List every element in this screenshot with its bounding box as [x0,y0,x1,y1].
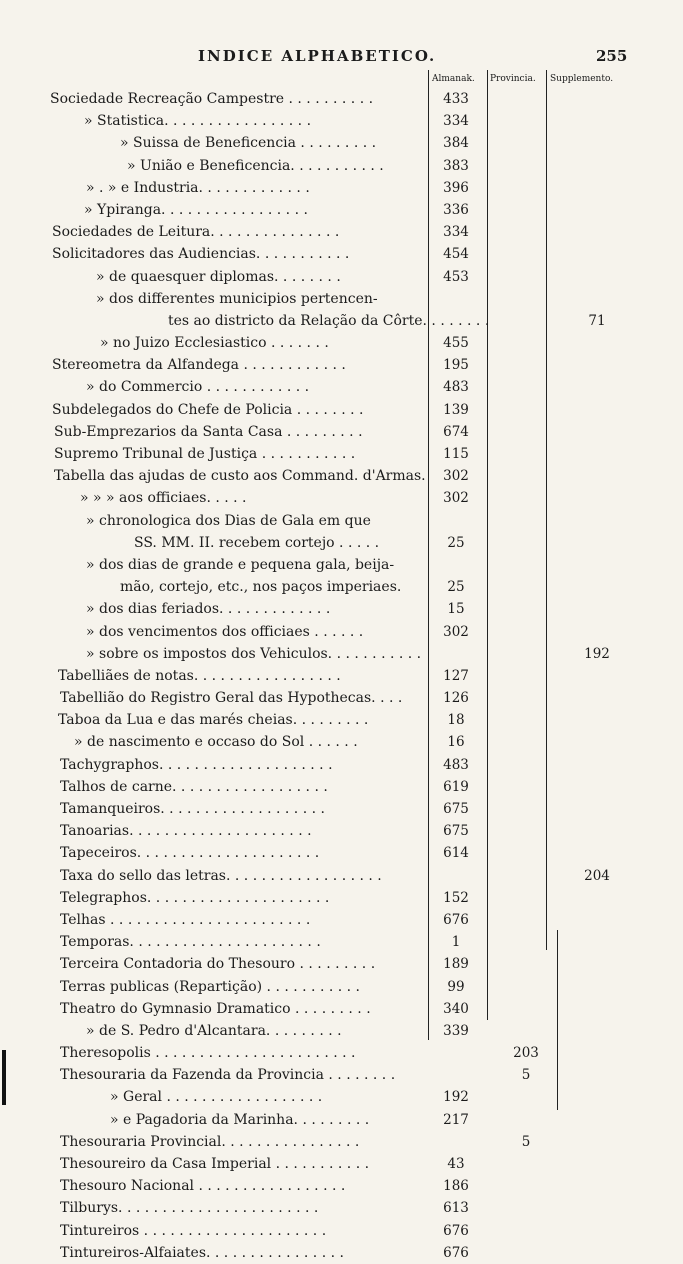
entry-text: Terceira Contadoria do Thesouro . . . . . . . . . [60,956,376,973]
entry-text: Sociedades de Leitura. . . . . . . . . . . . . . . [52,224,340,241]
entry-almanak-page: 139 [443,401,469,418]
column-header-almanak: Almanak. [432,74,475,84]
entry-text: » dos dias de grande e pequena gala, beija- [86,556,395,573]
entry-almanak-page: 339 [443,1022,469,1039]
entry-text: Thesouraria Provincial. . . . . . . . . . . . . . . . [60,1133,360,1150]
entry-provincia-page: 203 [513,1045,539,1062]
entry-almanak-page: 115 [443,446,469,462]
entry-provincia-page: 5 [521,1067,531,1084]
entry-text: Terras publicas (Repartição) . . . . . . . . . . . [60,978,360,995]
entry-text: Tintureiros-Alfaiates. . . . . . . . . . . . . . . . [60,1244,344,1261]
entry-almanak-page: 43 [447,1156,465,1172]
entry-almanak-page: 152 [443,889,469,906]
entry-almanak-page: 676 [443,911,469,928]
entry-almanak-page: 189 [443,956,469,973]
entry-text: Taxa do sello das letras. . . . . . . . . . . . . . . . . . [60,867,382,884]
entry-text: » » » aos officiaes. . . . . [80,490,247,507]
entry-text: » dos differentes municipios pertencen- [96,290,378,307]
index-row [0,332,683,354]
entry-text: Sub-Emprezarios da Santa Casa . . . . . . . . . [54,423,363,440]
entry-almanak-page: 302 [443,468,469,485]
index-row [0,1220,683,1242]
index-row [0,665,683,687]
entry-almanak-page: 383 [443,157,469,174]
entry-text: » . » e Industria. . . . . . . . . . . . . [86,179,310,196]
index-row [0,754,683,776]
index-row [0,421,683,443]
index-row [0,354,683,376]
entry-almanak-page: 127 [443,667,469,684]
page-title: INDICE ALPHABETICO. [198,47,437,65]
entry-almanak-page: 334 [443,113,469,130]
entry-almanak-page: 302 [443,623,469,640]
entry-text: » do Commercio . . . . . . . . . . . . [86,379,310,396]
index-row [0,288,683,310]
entry-almanak-page: 676 [443,1222,469,1239]
entry-text: » Suissa de Beneficencia . . . . . . . . . [120,135,377,152]
index-row [0,842,683,864]
index-row [0,155,683,177]
index-row [0,376,683,398]
entry-text: Telegraphos. . . . . . . . . . . . . . . . . . . . . [60,889,330,906]
index-row [0,687,683,709]
entry-almanak-page: 336 [443,201,469,218]
index-row [0,132,683,154]
entry-text: » de nascimento e occaso do Sol . . . . . . [74,734,358,751]
entry-almanak-page: 16 [447,734,465,751]
entry-text: Tabelliães de notas. . . . . . . . . . . . . . . . . [58,667,341,684]
entry-text: Subdelegados do Chefe de Policia . . . . . . . . [52,401,364,418]
entry-text: » de quaesquer diplomas. . . . . . . . [96,268,341,285]
entry-text: » e Pagadoria da Marinha. . . . . . . . . [110,1111,370,1128]
entry-text: Tamanqueiros. . . . . . . . . . . . . . . . . . . [60,801,325,817]
entry-provincia-page: 5 [521,1133,531,1150]
index-row [0,465,683,487]
entry-text: Tintureiros . . . . . . . . . . . . . . . . . . . . . [60,1222,327,1239]
entry-text: Tachygraphos. . . . . . . . . . . . . . . . . . . . [60,756,333,773]
entry-text: Solicitadores das Audiencias. . . . . . . . . . . [52,246,350,263]
page-number: 255 [596,47,628,65]
entry-almanak-page: 396 [443,179,469,196]
index-row [0,243,683,265]
index-row [0,399,683,421]
column-header-provincia: Provincia. [490,74,536,84]
entry-text: » no Juizo Ecclesiastico . . . . . . . [100,335,329,352]
entry-almanak-page: 99 [447,978,465,995]
index-row [0,1109,683,1131]
entry-text: Thesoureiro da Casa Imperial . . . . . . . . . . . [60,1156,370,1172]
entry-almanak-page: 619 [443,778,469,795]
entry-almanak-page: 1 [451,934,461,951]
entry-almanak-page: 217 [443,1111,469,1128]
index-row [0,1131,683,1153]
index-row [0,976,683,998]
index-row [0,110,683,132]
index-row [0,221,683,243]
entry-almanak-page: 483 [443,379,469,396]
index-row [0,953,683,975]
entry-almanak-page: 195 [443,357,469,374]
entry-text: Sociedade Recreação Campestre . . . . . . . . . . [50,91,374,107]
entry-almanak-page: 18 [447,712,465,729]
entry-text: mão, cortejo, etc., nos paços imperiaes. [120,579,402,596]
entry-text: Talhos de carne. . . . . . . . . . . . . . . . . . [60,778,328,795]
entry-text: » chronologica dos Dias de Gala em que [86,512,371,529]
index-row [0,510,683,532]
index-row [0,532,683,554]
index-row [0,820,683,842]
entry-text: Telhas . . . . . . . . . . . . . . . . . . . . . . . [60,911,311,928]
entry-almanak-page: 453 [443,268,469,285]
entry-text: » de S. Pedro d'Alcantara. . . . . . . . . [86,1022,342,1039]
entry-text: Theresopolis . . . . . . . . . . . . . . . . . . . . . . . [60,1045,356,1062]
entry-text: Thesouro Nacional . . . . . . . . . . . . . . . . . [60,1178,346,1195]
entry-supplemento-page: 204 [584,867,610,884]
index-row [0,998,683,1020]
index-row [0,1242,683,1264]
index-row [0,199,683,221]
entry-almanak-page: 384 [443,135,469,152]
entry-text: Theatro do Gymnasio Dramatico . . . . . . . . . [60,1000,371,1017]
entry-almanak-page: 676 [443,1244,469,1261]
entry-almanak-page: 613 [443,1200,469,1217]
entry-almanak-page: 614 [443,845,469,862]
entry-almanak-page: 674 [443,423,469,440]
entry-text: Tanoarias. . . . . . . . . . . . . . . . . . . . . [60,823,312,840]
index-row [0,887,683,909]
index-row [0,310,683,332]
entry-text: » Statistica. . . . . . . . . . . . . . . . . [84,113,312,130]
entry-text: » Geral . . . . . . . . . . . . . . . . . . [110,1089,323,1106]
entry-almanak-page: 302 [443,490,469,507]
entry-text: Supremo Tribunal de Justiça . . . . . . . . . . . [54,446,356,462]
index-row [0,798,683,820]
entry-text: Temporas. . . . . . . . . . . . . . . . . . . . . . [60,934,321,951]
index-row [0,266,683,288]
entry-text: » dos vencimentos dos officiaes . . . . . . [86,623,364,640]
entry-text: SS. MM. II. recebem cortejo . . . . . [134,534,380,551]
entry-supplemento-page: 71 [588,312,606,329]
entry-almanak-page: 675 [443,801,469,817]
index-row [0,487,683,509]
entry-text: Tabella das ajudas de custo aos Command. d'Armas. [54,468,426,485]
index-row [0,909,683,931]
index-entries [0,88,683,1264]
entry-text: » União e Beneficencia. . . . . . . . . . . [127,157,384,174]
entry-almanak-page: 15 [447,601,465,618]
index-row [0,731,683,753]
index-row [0,88,683,110]
index-row [0,621,683,643]
entry-text: tes ao districto da Relação da Côrte. . . . . . . . [168,312,490,329]
index-row [0,1020,683,1042]
index-row [0,1153,683,1175]
index-row [0,1175,683,1197]
entry-almanak-page: 25 [447,579,465,596]
index-row [0,1042,683,1064]
entry-text: » sobre os impostos dos Vehiculos. . . . . . . . . . . [86,645,422,662]
index-row [0,1197,683,1219]
index-row [0,598,683,620]
index-row [0,931,683,953]
entry-almanak-page: 454 [443,246,469,263]
index-row [0,1086,683,1108]
entry-supplemento-page: 192 [584,645,610,662]
entry-text: Stereometra da Alfandega . . . . . . . . . . . . [52,357,346,374]
index-row [0,865,683,887]
index-row [0,443,683,465]
index-row [0,643,683,665]
entry-text: Tapeceiros. . . . . . . . . . . . . . . . . . . . . [60,845,320,862]
entry-almanak-page: 455 [443,335,469,352]
index-row [0,709,683,731]
entry-almanak-page: 126 [443,690,469,707]
entry-almanak-page: 340 [443,1000,469,1017]
entry-almanak-page: 334 [443,224,469,241]
entry-text: Thesouraria da Fazenda da Provincia . . . . . . . . [60,1067,396,1084]
entry-text: Tabellião do Registro Geral das Hypothecas. . . . [60,690,403,707]
entry-almanak-page: 483 [443,756,469,773]
entry-almanak-page: 433 [443,91,469,107]
index-row [0,554,683,576]
entry-text: Tilburys. . . . . . . . . . . . . . . . . . . . . . . [60,1200,319,1217]
entry-almanak-page: 186 [443,1178,469,1195]
index-row [0,177,683,199]
entry-text: » Ypiranga. . . . . . . . . . . . . . . . . [84,201,308,218]
index-row [0,1064,683,1086]
entry-text: » dos dias feriados. . . . . . . . . . . . . [86,601,331,618]
index-row [0,776,683,798]
entry-almanak-page: 192 [443,1089,469,1106]
entry-almanak-page: 675 [443,823,469,840]
entry-text: Taboa da Lua e das marés cheias. . . . . . . . . [58,712,369,729]
entry-almanak-page: 25 [447,534,465,551]
column-header-supplemento: Supplemento. [550,74,614,84]
index-row [0,576,683,598]
